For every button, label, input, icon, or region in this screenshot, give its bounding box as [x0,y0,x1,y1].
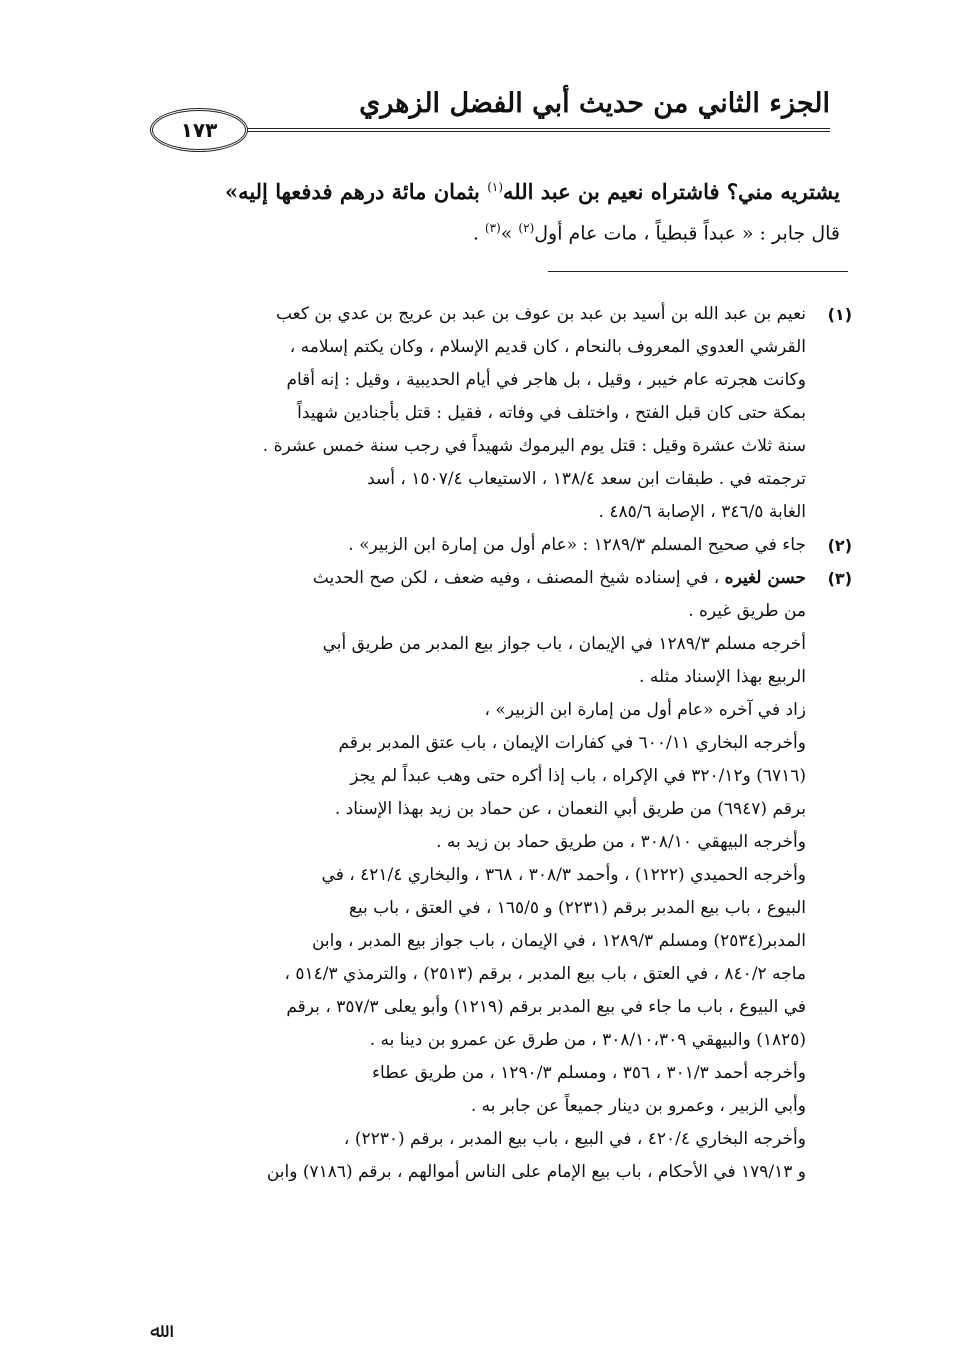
continuation-line: الربيع بهذا الإسناد مثله . [639,667,806,687]
continuation-line: البيوع ، باب بيع المدبر برقم (٢٢٣١) و ١٦٥/٥ ، في العتق ، باب بيع [348,898,806,918]
footnote-line: بمكة حتى كان قبل الفتح ، واختلف في وفاته ، فقيل : قتل بأجنادين شهيداً [297,403,806,423]
footnote-line: وكانت هجرته عام خيبر ، وقيل ، بل هاجر في أيام الحديبية ، وقيل : إنه أقام [286,370,806,390]
footnote-number: (٣) [827,569,852,588]
footnote-ref-2: (٢) [518,221,535,235]
grading-label: حسن لغيره [724,568,806,588]
catchword-mark: ﷲ [150,1318,162,1342]
main-text-segment: بثمان مائة درهم فدفعها إليه» [224,179,488,204]
main-text-line-1 [140,168,840,211]
footnote-separator [548,271,848,272]
continuation-line: وأخرجه أحمد ٣٠١/٣ ، ٣٥٦ ، ومسلم ١٢٩٠/٣ ، من طريق عطاء [372,1063,806,1083]
footnote-2 [142,529,852,562]
footnote-line: الغابة ٣٤٦/٥ ، الإصابة ٤٨٥/٦ . [598,502,806,522]
page-header [150,84,830,142]
main-text-segment: » [500,222,519,245]
footnote-ref-1: (١) [487,180,504,194]
continuation-line: ماجه ٨٤٠/٢ ، في العتق ، باب بيع المدبر ، برقم (٢٥١٣) ، والترمذي ٥١٤/٣ ، [284,964,806,984]
footnote-1 [142,298,852,529]
footnote-line: ترجمته في . طبقات ابن سعد ١٣٨/٤ ، الاستيعاب ١٥٠٧/٤ ، أسد [367,469,806,489]
main-text-segment: . [472,222,485,245]
footnote-line: جاء في صحيح المسلم ١٢٨٩/٣ : «عام أول من إمارة ابن الزبير» . [348,535,806,555]
footnote-line: نعيم بن عبد الله بن أسيد بن عبد بن عوف بن عبد بن عريج بن عدي بن كعب [275,304,806,324]
footnote-line-text: ، في إسناده شيخ المصنف ، وفيه ضعف ، لكن صح الحديث [312,568,720,588]
continuation-line: في البيوع ، باب ما جاء في بيع المدبر برقم (١٢١٩) وأبو يعلى ٣٥٧/٣ ، برقم [286,997,806,1017]
continuation-line: برقم (٦٩٤٧) من طريق أبي النعمان ، عن حماد بن زيد بهذا الإسناد . [334,799,806,819]
main-text-line-2 [140,211,840,250]
continuation-line: زاد في آخره «عام أول من إمارة ابن الزبير» ، [484,700,806,720]
continuation-line: وأخرجه البيهقي ٣٠٨/١٠ ، من طريق حماد بن زيد به . [436,832,806,852]
footnote-line: القرشي العدوي المعروف بالنحام ، كان قديم الإسلام ، وكان يكتم إسلامه ، [289,337,806,357]
page-number: ١٧٣ [150,108,248,152]
footnote-number: (١) [827,305,852,324]
continuation-line: و ١٧٩/١٣ في الأحكام ، باب بيع الإمام على الناس أموالهم ، برقم (٧١٨٦) وابن [266,1162,806,1182]
main-text-segment: يشتريه مني؟ فاشتراه نعيم بن عبد الله [503,179,840,204]
continuation-line: (١٨٢٥) والبيهقي ٣٠٨/١٠،٣٠٩ ، من طرق عن عمرو بن دينا به . [369,1030,806,1050]
main-text-segment: قال جابر : « عبداً قبطياً ، مات عام أول [534,222,840,245]
continuation-line: أخرجه مسلم ١٢٨٩/٣ في الإيمان ، باب جواز بيع المدبر من طريق أبي [322,634,806,654]
continuation-line: وأخرجه البخاري ٦٠٠/١١ في كفارات الإيمان ، باب عتق المدبر برقم [338,733,806,753]
main-text [140,168,840,250]
footnote-3 [142,562,852,628]
header-rule [230,128,830,132]
running-title: الجزء الثاني من حديث أبي الفضل الزهري [359,88,830,119]
footnote-ref-3: (٣) [484,221,501,235]
footnote-line [142,562,806,595]
footnote-number: (٢) [827,536,852,555]
footnotes [142,298,852,1189]
footnote-line: سنة ثلاث عشرة وقيل : قتل يوم اليرموك شهيداً في رجب سنة خمس عشرة . [262,436,806,456]
continuation-line: وأبي الزبير ، وعمرو بن دينار جميعاً عن جابر به . [470,1096,806,1116]
footnote-3-continuation [142,628,852,1189]
continuation-line: (٦٧١٦) و٣٢٠/١٢ في الإكراه ، باب إذا أكره حتى وهب عبداً لم يجز [350,766,806,786]
continuation-line: وأخرجه الحميدي (١٢٢٢) ، وأحمد ٣٠٨/٣ ، ٣٦٨ ، والبخاري ٤٢١/٤ ، في [321,865,806,885]
continuation-line: المدبر(٢٥٣٤) ومسلم ١٢٨٩/٣ ، في الإيمان ، باب جواز بيع المدبر ، وابن [311,931,806,951]
footnote-line: من طريق غيره . [688,601,806,621]
continuation-line: وأخرجه البخاري ٤٢٠/٤ ، في البيع ، باب بيع المدبر ، برقم (٢٢٣٠) ، [343,1129,806,1149]
